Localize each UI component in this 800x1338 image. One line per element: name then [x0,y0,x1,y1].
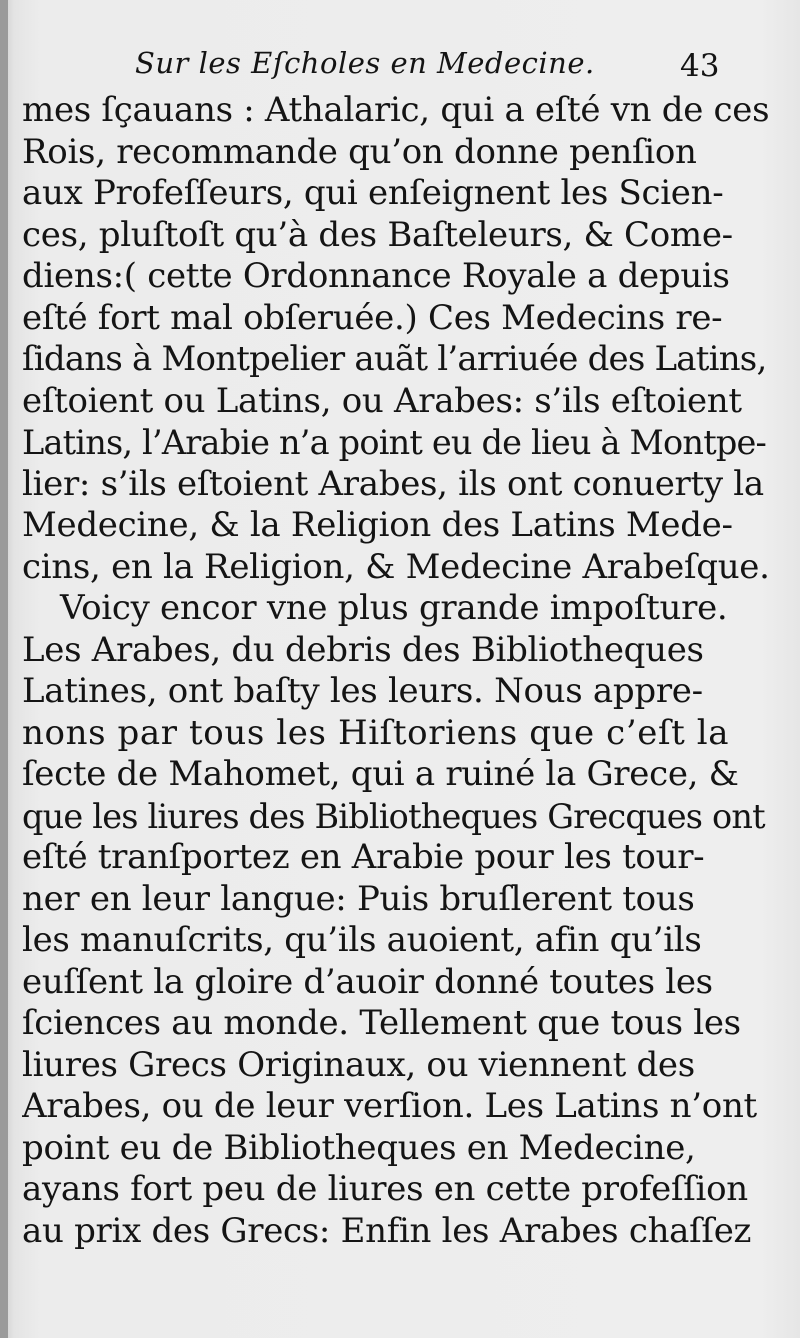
text-line: Arabes, ou de leur verſion. Les Latins n’ont [22,1086,757,1126]
text-line: aux Profeſſeurs, qui enſeignent les Scien- [22,173,724,213]
running-head: Sur les Eſcholes en Medecine. [135,46,595,80]
text-line: Medecine, & la Religion des Latins Mede- [22,505,733,545]
text-line: point eu de Bibliotheques en Medecine, [22,1127,696,1168]
text-line: mes ſçauans : Athalaric, qui a eſté vn de ces [22,90,770,130]
text-line: liures Grecs Originaux, ou viennent des [22,1044,695,1085]
text-line: ner en leur langue: Puis bruſlerent tous [22,878,695,919]
page-number: 43 [680,48,720,84]
paragraph-start-line: Voicy encor vne plus grande impoſture. [60,588,728,628]
text-line: nons par tous les Hiſtoriens que c’eſt la [22,712,730,753]
text-line: Latins, l’Arabie n’a point eu de lieu à Montpe- [22,423,767,462]
body-text [22,90,774,1252]
text-line: cins, en la Religion, & Medecine Arabeſque. [22,546,770,587]
text-line: que les liures des Bibliotheques Grecques ont [22,796,765,836]
text-line: ces, pluſtoſt qu’à des Baſteleurs, & Come- [22,214,733,255]
text-line: ayans fort peu de liures en cette profeſſion [22,1169,748,1209]
text-line: Rois, recommande qu’on donne penſion [22,131,697,172]
text-line: au prix des Grecs: Enfin les Arabes chaſſez [22,1210,752,1251]
text-line: diens:( cette Ordonnance Royale a depuis [22,256,730,296]
text-line: euſſent la gloire d’auoir donné toutes les [22,961,713,1002]
page-header [0,46,800,90]
text-line: eſté tranſportez en Arabie pour les tour- [22,837,705,877]
text-line: Latines, ont baſty les leurs. Nous appre- [22,671,703,711]
text-line: Les Arabes, du debris des Bibliotheques [22,629,704,670]
text-line: ſciences au monde. Tellement que tous les [22,1003,741,1043]
text-line: lier: s’ils eſtoient Arabes, ils ont conuerty la [22,463,764,504]
text-line: eſtoient ou Latins, ou Arabes: s’ils eſtoient [22,380,742,421]
page-gutter-shadow [0,0,8,1338]
text-line: ſecte de Mahomet, qui a ruiné la Grece, & [22,754,739,794]
text-line: ſidans à Montpelier auãt l’arriuée des Latins, [22,339,767,379]
text-line: les manuſcrits, qu’ils auoient, afin qu’ils [22,920,702,960]
text-line: eſté fort mal obſeruée.) Ces Medecins re- [22,297,723,338]
